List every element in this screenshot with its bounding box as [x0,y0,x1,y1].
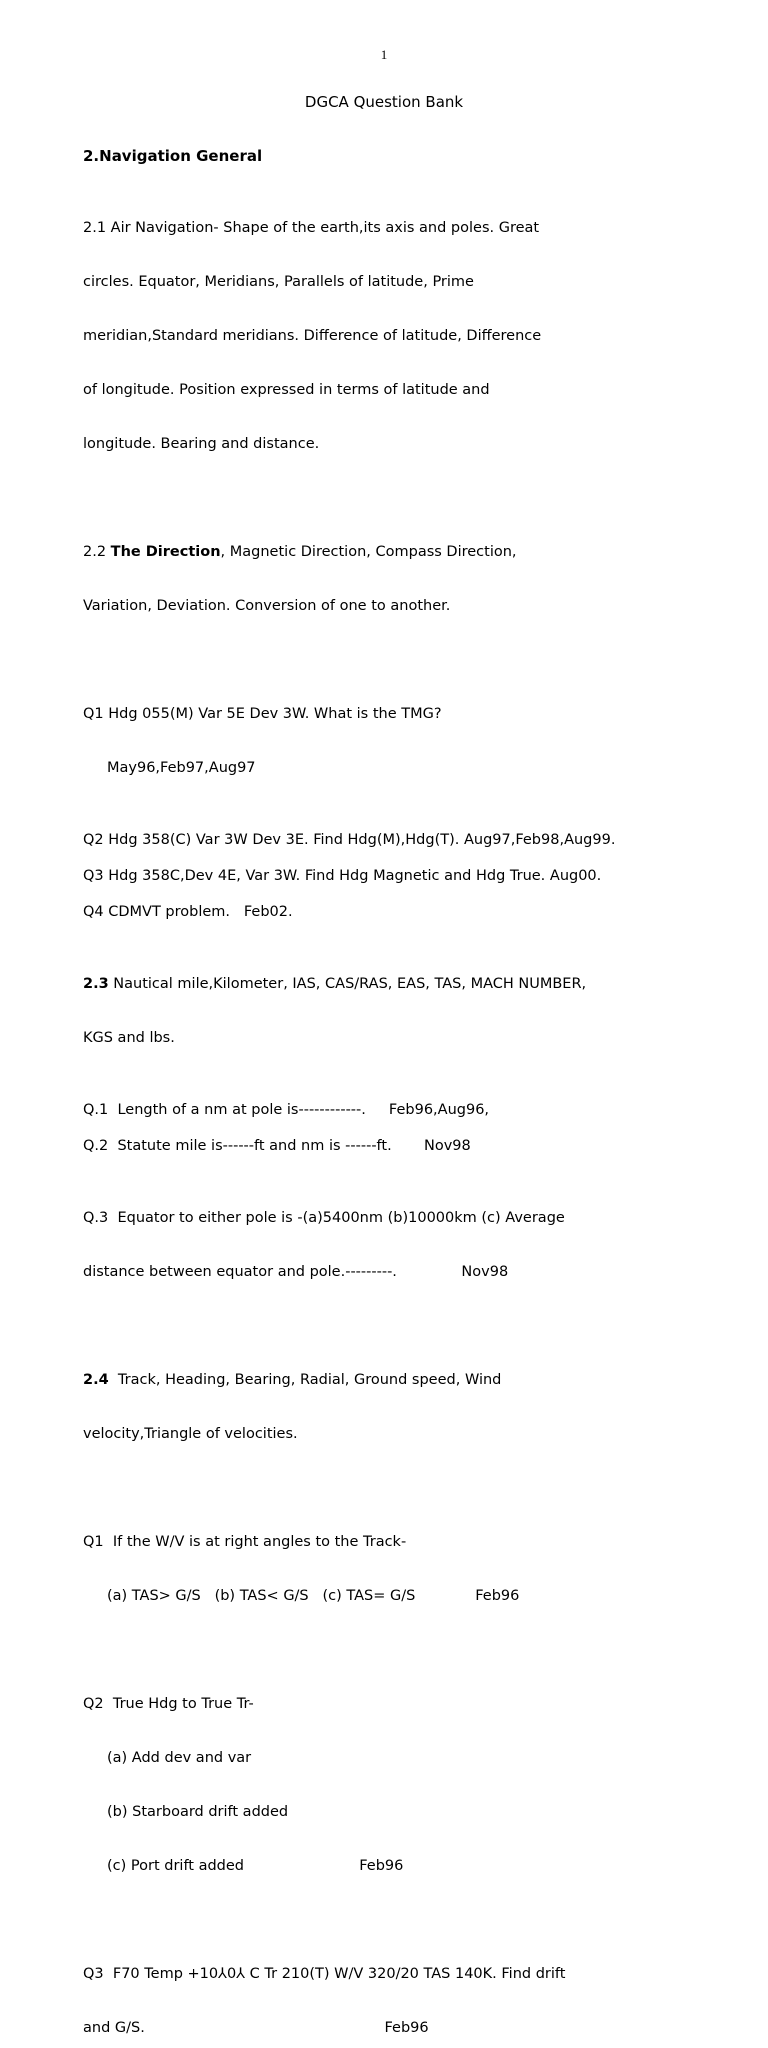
text-line: Variation, Deviation. Conversion of one to another. [83,598,451,614]
question [83,1659,683,1911]
question-text: Q3 Hdg 358C,Dev 4E, Var 3W. Find Hdg Magnetic and Hdg True. Aug00. [83,868,602,884]
question-option: (c) Port drift added Feb96 [107,1858,404,1874]
text-line [83,975,683,993]
question-option: (a) Add dev and var [107,1750,252,1766]
section-number: 2.2 [83,544,111,560]
question [83,903,683,921]
question-text: Q1 Hdg 055(M) Var 5E Dev 3W. What is the TMG? [83,706,442,722]
question [83,867,683,885]
question-text: Q2 Hdg 358(C) Var 3W Dev 3E. Find Hdg(M),Hdg(T). Aug97,Feb98,Aug99. [83,832,616,848]
question-text: Q.1 Length of a nm at pole is------------. Feb96,Aug96, [83,1102,490,1118]
question-dates: May96,Feb97,Aug97 [107,760,256,776]
question [83,1137,683,1155]
page-number: 1 [380,47,388,62]
section-2-2 [83,507,683,651]
section-number: 2.4 [83,1372,109,1388]
question [83,1101,683,1119]
question-text: and G/S. Feb96 [83,2020,429,2036]
question-text: Q2 True Hdg to True Tr- [83,1696,254,1712]
section-2-1 [83,183,683,489]
question-text: Q1 If the W/V is at right angles to the Track- [83,1534,407,1550]
question-text: Q.3 Equator to either pole is -(a)5400nm (b)10000km (c) Average [83,1210,565,1226]
question [83,1929,683,2048]
text-line: longitude. Bearing and distance. [83,436,320,452]
question [83,1173,683,1317]
section-text: Track, Heading, Bearing, Radial, Ground speed, Wind [108,1372,502,1388]
section-text: , Magnetic Direction, Compass Direction, [220,544,517,560]
bold-term: The Direction [110,544,221,560]
text-line: meridian,Standard meridians. Difference of latitude, Difference [83,328,542,344]
question [83,1497,683,1641]
document-body [83,147,683,2048]
question-options: (a) TAS> G/S (b) TAS< G/S (c) TAS= G/S Feb96 [107,1588,520,1604]
text-line: of longitude. Position expressed in terms of latitude and [83,382,490,398]
text-line [83,1371,683,1389]
question-text: Q.2 Statute mile is------ft and nm is ------ft. Nov98 [83,1138,471,1154]
section-text: Nautical mile,Kilometer, IAS, CAS/RAS, EAS, TAS, MACH NUMBER, [108,976,587,992]
section-number: 2.3 [83,976,109,992]
section-2-4 [83,1335,683,1479]
text-line [83,543,683,561]
text-line: velocity,Triangle of velocities. [83,1426,298,1442]
question [83,669,683,813]
section-heading: 2.Navigation General [83,147,263,165]
question-text: Q3 F70 Temp +10⅄0⅄ C Tr 210(T) W/V 320/20 TAS 140K. Find drift [83,1966,566,1982]
question-text: distance between equator and pole.---------. Nov98 [83,1264,509,1280]
question-option: (b) Starboard drift added [107,1804,289,1820]
section-2-3 [83,939,683,1083]
question [83,831,683,849]
text-line: circles. Equator, Meridians, Parallels of latitude, Prime [83,274,474,290]
document-title: DGCA Question Bank [304,93,464,111]
text-line: 2.1 Air Navigation- Shape of the earth,its axis and poles. Great [83,220,540,236]
text-line: KGS and lbs. [83,1030,175,1046]
question-text: Q4 CDMVT problem. Feb02. [83,904,293,920]
